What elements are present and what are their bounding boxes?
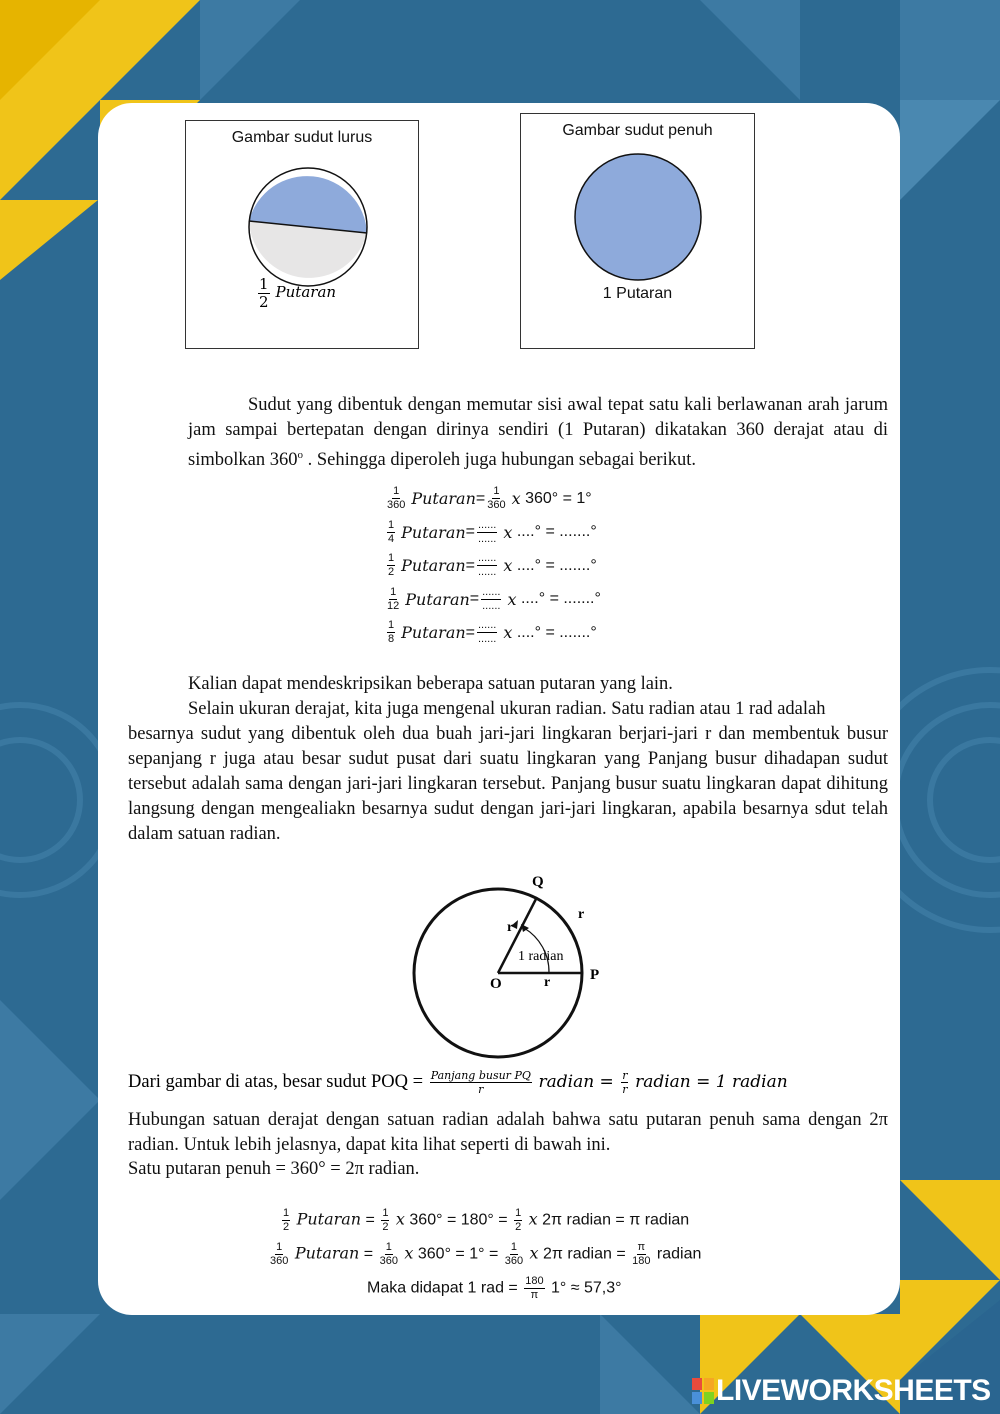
degree-equation-row: $\frac{1}{4}$ Putaran = $\frac{......}{......}$ x ....° = .......° — [388, 518, 597, 545]
angle-label: 1 radian — [518, 949, 564, 964]
paragraph-degree-radian-relation: Hubungan satuan derajat dengan satuan radian adalah bahwa satu putaran penuh sama dengan 2π radian. Untuk lebih jelasnya, dapat kita lihat seperti di bawah ini. — [128, 1110, 888, 1155]
point-p-label: P — [590, 967, 600, 983]
paragraph-radian-definition: Selain ukuran derajat, kita juga mengenal ukuran radian. Satu radian atau 1 rad adalah besarnya sudut yang dibentuk oleh dua buah jari-jari lingkaran berjari-jari r dan membentuk busur sepanjang r juga atau besar sudut pusat dari suatu lingkaran yang Panjang busur dihadapan sudut tersebut adalah sama dengan jari-jari lingkaran tersebut. Panjang busur suatu lingkaran dapat dihitung langsung dengan mengealiakn besarnya sudut dengan jari-jari lingkaran, apabila besarnya sdut telah dalam satuan radian. — [128, 699, 888, 844]
degree-equation-row: $\frac{1}{360}$ Putaran = $\frac{1}{360}$ x 360° = 1° — [387, 485, 592, 512]
radian-figure — [400, 866, 610, 1066]
final-equation-half: $\frac{1}{2}$ Putaran = $\frac{1}{2}$ x 360° = 180° = $\frac{1}{2}$ x 2π radian = π radian — [283, 1207, 690, 1233]
figure-straight-angle — [185, 120, 419, 349]
final-equation-one-degree: $\frac{1}{360}$ Putaran = $\frac{1}{360}$ x 360° = 1° = $\frac{1}{360}$ x 2π radian = $\frac{\pi}{180}$ radian — [270, 1241, 702, 1267]
brand-text: LIVEWORKSHEETS — [716, 1374, 991, 1407]
full-circle-graphic — [573, 152, 705, 284]
poq-equation: Dari gambar di atas, besar sudut POQ = $\frac{\text{Panjang busur PQ}}{r}$ radian = $\frac{r}{r}$ radian = 1 radian — [128, 1069, 788, 1096]
half-turn-label: $\frac{1}{2}$ Putaran — [259, 275, 337, 311]
liveworksheets-logo — [692, 1374, 991, 1408]
figure-full-angle — [520, 113, 755, 349]
arc-r-label: r — [578, 907, 585, 922]
degree-equation-row: $\frac{1}{2}$ Putaran = $\frac{......}{......}$ x ....° = .......° — [388, 552, 597, 579]
degree-equations — [385, 482, 685, 650]
point-q-label: Q — [532, 874, 544, 890]
paragraph-full-turn: Satu putaran penuh = 360° = 2π radian. — [128, 1159, 420, 1179]
radius-r-label: r — [507, 920, 514, 935]
degree-equation-row: $\frac{1}{12}$ Putaran = $\frac{......}{......}$ x ....° = .......° — [387, 585, 601, 612]
radius-r-bottom-label: r — [544, 975, 551, 990]
degree-equation-row: $\frac{1}{8}$ Putaran = $\frac{......}{......}$ x ....° = .......° — [388, 619, 597, 646]
half-circle-graphic — [246, 165, 370, 289]
paragraph-other-units: Kalian dapat mendeskripsikan beberapa satuan putaran yang lain. — [188, 674, 673, 694]
logo-blocks-icon — [692, 1378, 714, 1404]
figure-title: Gambar sudut lurus — [231, 129, 373, 146]
paragraph-degree-definition: Sudut yang dibentuk dengan memutar sisi awal tepat satu kali berlawanan arah jarum jam sampai bertepatan dengan dirinya sendiri (1 Putaran) dikatakan 360 derajat atau di simbolkan 360$^o$ . Sehingga diperoleh juga hubungan sebagai berikut. — [188, 395, 888, 471]
figure-title: Gambar sudut penuh — [562, 122, 713, 139]
full-turn-label: 1 Putaran — [602, 285, 673, 302]
final-equation-one-rad: Maka didapat 1 rad = $\frac{180}{\pi}$ 1° ≈ 57,3° — [367, 1275, 622, 1301]
point-o-label: O — [490, 976, 502, 992]
